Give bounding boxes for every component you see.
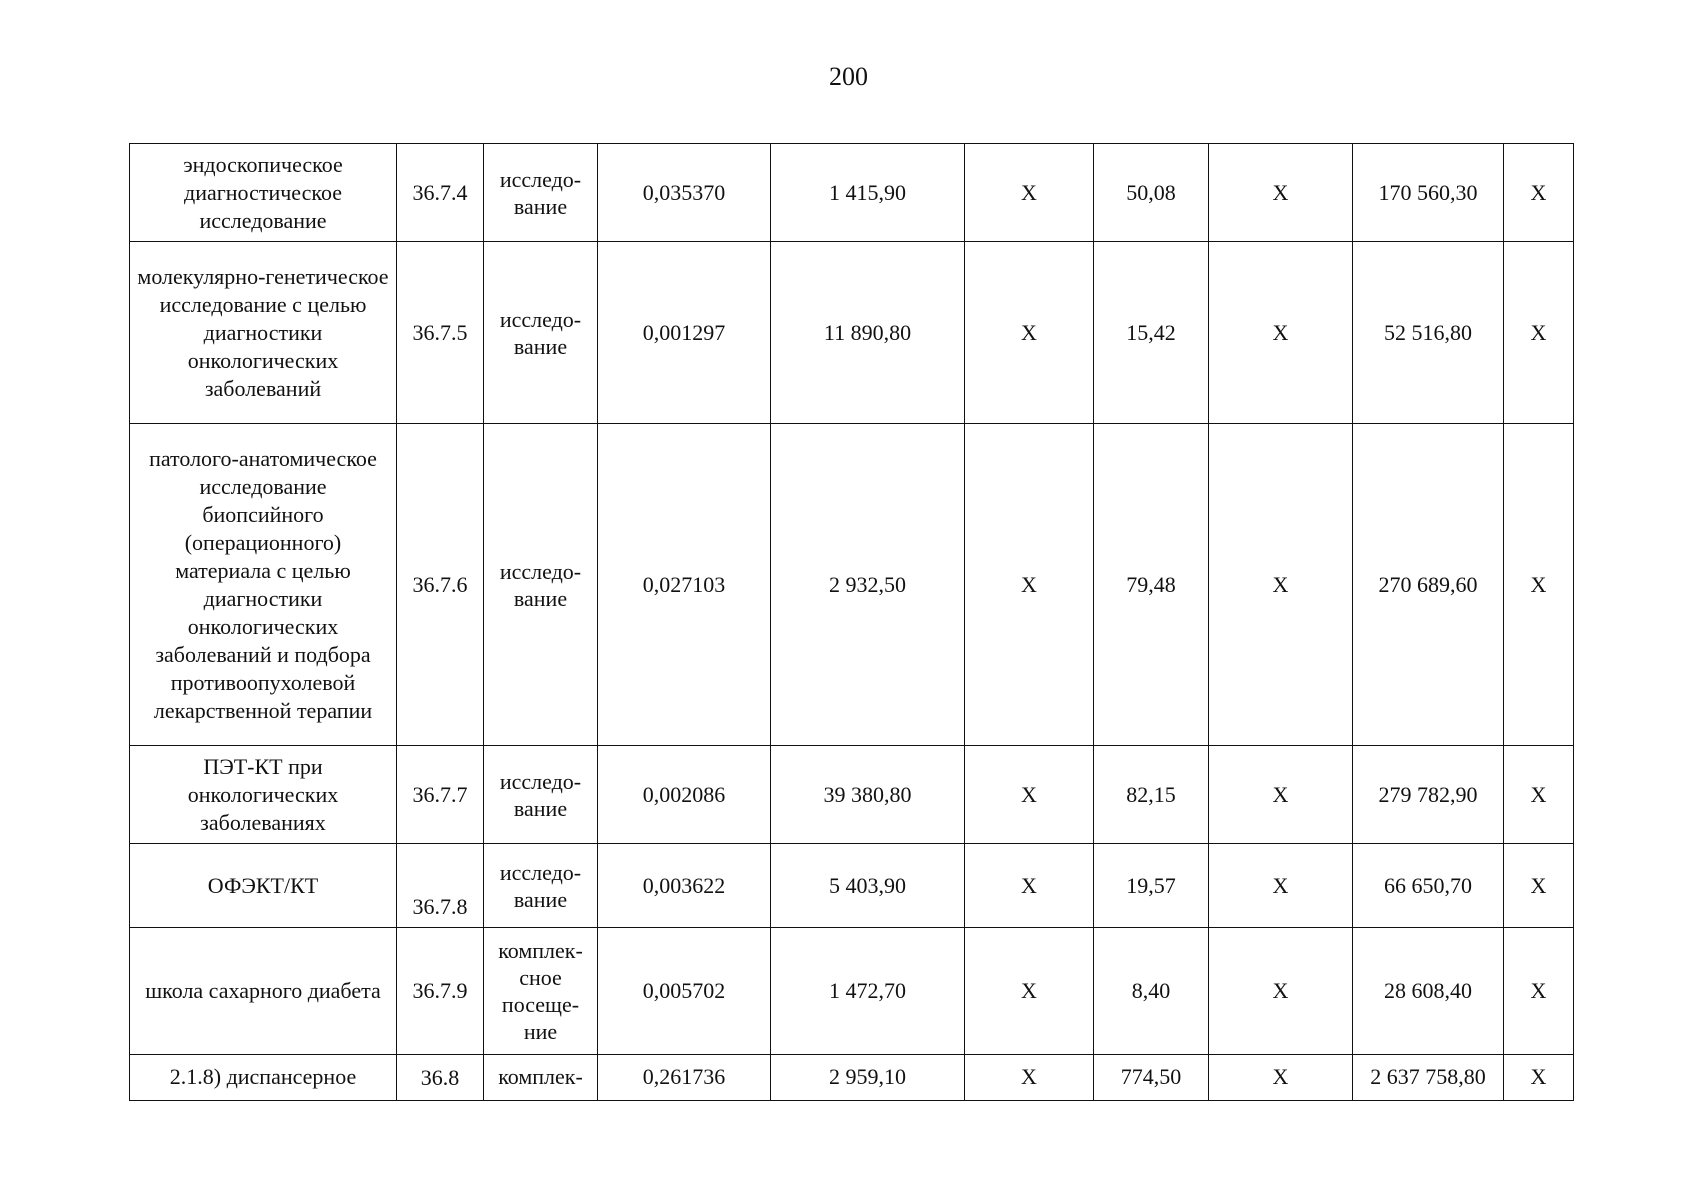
row-value-1-cell: 0,261736 bbox=[598, 1055, 771, 1101]
row-mark-1-cell: Х bbox=[965, 242, 1094, 424]
row-name-cell: 2.1.8) диспансерное bbox=[130, 1055, 397, 1101]
row-mark-2-cell: Х bbox=[1209, 844, 1353, 928]
row-mark-3-cell: Х bbox=[1504, 928, 1574, 1055]
row-value-2-cell: 39 380,80 bbox=[771, 746, 965, 844]
table-row bbox=[130, 1055, 1574, 1101]
row-mark-2-cell: Х bbox=[1209, 144, 1353, 242]
row-mark-2-cell: Х bbox=[1209, 242, 1353, 424]
row-value-3-cell: 8,40 bbox=[1094, 928, 1209, 1055]
tariff-table bbox=[129, 143, 1574, 1101]
table-row bbox=[130, 746, 1574, 844]
row-name-cell: ОФЭКТ/КТ bbox=[130, 844, 397, 928]
row-value-1-cell: 0,027103 bbox=[598, 424, 771, 746]
row-code-cell: 36.7.8 bbox=[397, 844, 484, 928]
row-value-1-cell: 0,001297 bbox=[598, 242, 771, 424]
row-value-3-cell: 82,15 bbox=[1094, 746, 1209, 844]
row-mark-1-cell: Х bbox=[965, 1055, 1094, 1101]
row-mark-2-cell: Х bbox=[1209, 746, 1353, 844]
row-mark-1-cell: Х bbox=[965, 844, 1094, 928]
row-value-3-cell: 774,50 bbox=[1094, 1055, 1209, 1101]
table-row bbox=[130, 844, 1574, 928]
row-value-4-cell: 270 689,60 bbox=[1353, 424, 1504, 746]
row-code-cell: 36.7.7 bbox=[397, 746, 484, 844]
table-row bbox=[130, 424, 1574, 746]
row-code-cell: 36.8 bbox=[397, 1055, 484, 1101]
row-unit-cell: исследо-вание bbox=[484, 424, 598, 746]
row-code-cell: 36.7.9 bbox=[397, 928, 484, 1055]
row-unit-cell: комплек- bbox=[484, 1055, 598, 1101]
row-value-2-cell: 11 890,80 bbox=[771, 242, 965, 424]
table-row bbox=[130, 242, 1574, 424]
row-unit-cell: исследо-вание bbox=[484, 144, 598, 242]
row-value-2-cell: 1 472,70 bbox=[771, 928, 965, 1055]
row-value-4-cell: 66 650,70 bbox=[1353, 844, 1504, 928]
row-value-3-cell: 50,08 bbox=[1094, 144, 1209, 242]
row-value-4-cell: 28 608,40 bbox=[1353, 928, 1504, 1055]
row-value-2-cell: 5 403,90 bbox=[771, 844, 965, 928]
row-code-cell: 36.7.4 bbox=[397, 144, 484, 242]
row-unit-cell: исследо-вание bbox=[484, 746, 598, 844]
row-code-cell: 36.7.5 bbox=[397, 242, 484, 424]
row-mark-3-cell: Х bbox=[1504, 242, 1574, 424]
row-mark-3-cell: Х bbox=[1504, 1055, 1574, 1101]
row-name-cell: молекулярно-генетическое исследование с целью диагностики онкологических заболеваний bbox=[130, 242, 397, 424]
row-name-cell: школа сахарного диабета bbox=[130, 928, 397, 1055]
row-code-cell: 36.7.6 bbox=[397, 424, 484, 746]
table-row bbox=[130, 144, 1574, 242]
row-unit-cell: комплек-сное посеще-ние bbox=[484, 928, 598, 1055]
row-name-cell: эндоскопическое диагностическое исследование bbox=[130, 144, 397, 242]
row-value-3-cell: 19,57 bbox=[1094, 844, 1209, 928]
row-name-cell: патолого-анатомическое исследование биопсийного (операционного) материала с целью диагностики онкологических заболеваний и подбора противоопухолевой лекарственной терапии bbox=[130, 424, 397, 746]
row-value-3-cell: 15,42 bbox=[1094, 242, 1209, 424]
row-unit-cell: исследо-вание bbox=[484, 242, 598, 424]
table-row bbox=[130, 928, 1574, 1055]
row-value-4-cell: 279 782,90 bbox=[1353, 746, 1504, 844]
row-mark-1-cell: Х bbox=[965, 746, 1094, 844]
row-value-1-cell: 0,003622 bbox=[598, 844, 771, 928]
row-value-4-cell: 2 637 758,80 bbox=[1353, 1055, 1504, 1101]
row-name-cell: ПЭТ-КТ при онкологических заболеваниях bbox=[130, 746, 397, 844]
row-mark-1-cell: Х bbox=[965, 928, 1094, 1055]
row-mark-2-cell: Х bbox=[1209, 928, 1353, 1055]
row-mark-3-cell: Х bbox=[1504, 746, 1574, 844]
row-value-2-cell: 2 959,10 bbox=[771, 1055, 965, 1101]
row-value-2-cell: 1 415,90 bbox=[771, 144, 965, 242]
row-value-1-cell: 0,002086 bbox=[598, 746, 771, 844]
row-mark-2-cell: Х bbox=[1209, 424, 1353, 746]
row-mark-3-cell: Х bbox=[1504, 144, 1574, 242]
row-mark-2-cell: Х bbox=[1209, 1055, 1353, 1101]
row-value-3-cell: 79,48 bbox=[1094, 424, 1209, 746]
row-value-4-cell: 52 516,80 bbox=[1353, 242, 1504, 424]
page-number: 200 bbox=[829, 62, 868, 91]
row-mark-3-cell: Х bbox=[1504, 424, 1574, 746]
row-unit-cell: исследо-вание bbox=[484, 844, 598, 928]
row-mark-1-cell: Х bbox=[965, 424, 1094, 746]
row-value-2-cell: 2 932,50 bbox=[771, 424, 965, 746]
row-mark-1-cell: Х bbox=[965, 144, 1094, 242]
row-value-1-cell: 0,035370 bbox=[598, 144, 771, 242]
row-value-4-cell: 170 560,30 bbox=[1353, 144, 1504, 242]
row-mark-3-cell: Х bbox=[1504, 844, 1574, 928]
row-value-1-cell: 0,005702 bbox=[598, 928, 771, 1055]
